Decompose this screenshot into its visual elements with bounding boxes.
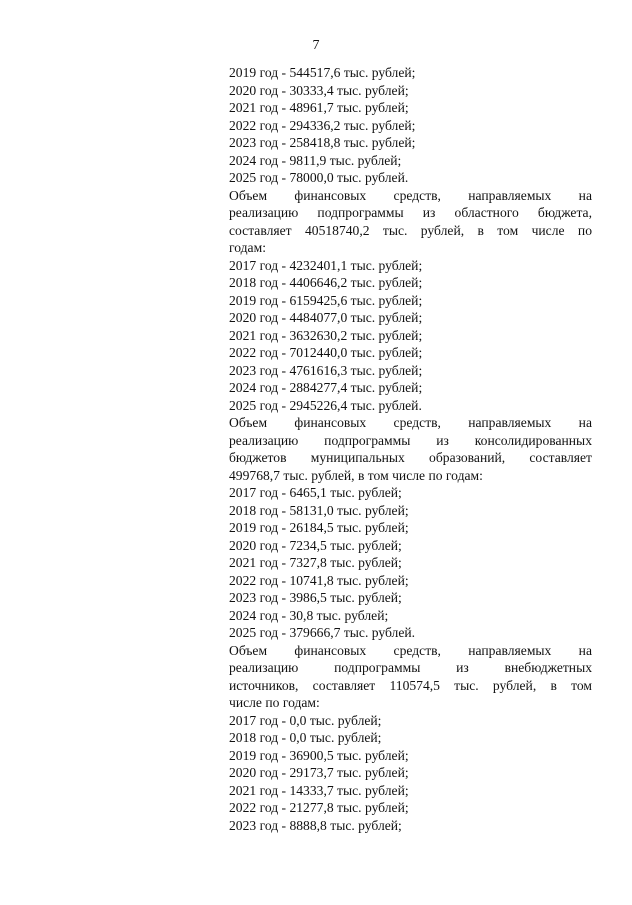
year-amount-list	[229, 484, 592, 642]
paragraph-line: реализацию подпрограммы из областного бюджета,	[229, 205, 592, 220]
page-number: 7	[312, 38, 320, 53]
paragraph-line: годам:	[229, 240, 266, 255]
document-body	[229, 64, 592, 834]
list-item: 2022 год - 10741,8 тыс. рублей;	[229, 572, 409, 588]
paragraph	[229, 414, 592, 484]
year-amount-list	[229, 712, 592, 835]
paragraph-line: составляет 40518740,2 тыс. рублей, в том числе по	[229, 222, 592, 238]
list-item: 2017 год - 6465,1 тыс. рублей;	[229, 485, 402, 500]
paragraph-line: 499768,7 тыс. рублей, в том числе по годам:	[229, 467, 483, 483]
paragraph-line: числе по годам:	[229, 695, 320, 710]
list-item: 2021 год - 14333,7 тыс. рублей;	[229, 782, 409, 798]
paragraph-line: Объем финансовых средств, направляемых на	[229, 415, 592, 430]
list-item: 2019 год - 36900,5 тыс. рублей;	[229, 747, 409, 763]
year-amount-list	[229, 257, 592, 415]
list-item: 2021 год - 7327,8 тыс. рублей;	[229, 555, 402, 570]
list-item: 2019 год - 6159425,6 тыс. рублей;	[229, 292, 423, 308]
paragraph-line: Объем финансовых средств, направляемых на	[229, 187, 592, 203]
list-item: 2020 год - 7234,5 тыс. рублей;	[229, 537, 402, 553]
list-item: 2018 год - 4406646,2 тыс. рублей;	[229, 275, 423, 290]
paragraph-line: Объем финансовых средств, направляемых на	[229, 642, 592, 658]
list-item: 2018 год - 58131,0 тыс. рублей;	[229, 502, 409, 518]
list-item: 2023 год - 258418,8 тыс. рублей;	[229, 135, 416, 150]
list-item: 2024 год - 30,8 тыс. рублей;	[229, 607, 389, 623]
list-item: 2022 год - 294336,2 тыс. рублей;	[229, 117, 416, 133]
paragraph	[229, 187, 592, 257]
list-item: 2017 год - 0,0 тыс. рублей;	[229, 712, 382, 728]
list-item: 2023 год - 3986,5 тыс. рублей;	[229, 590, 402, 605]
list-item: 2019 год - 544517,6 тыс. рублей;	[229, 65, 416, 80]
year-amount-list	[229, 64, 592, 187]
list-item: 2025 год - 78000,0 тыс. рублей.	[229, 170, 409, 185]
list-item: 2022 год - 7012440,0 тыс. рублей;	[229, 345, 423, 360]
paragraph-line: бюджетов муниципальных образований, составляет	[229, 450, 592, 465]
list-item: 2021 год - 3632630,2 тыс. рублей;	[229, 327, 423, 343]
list-item: 2019 год - 26184,5 тыс. рублей;	[229, 520, 409, 535]
list-item: 2017 год - 4232401,1 тыс. рублей;	[229, 257, 423, 273]
list-item: 2020 год - 30333,4 тыс. рублей;	[229, 82, 409, 98]
paragraph-line: источников, составляет 110574,5 тыс. рублей, в том	[229, 677, 592, 693]
list-item: 2025 год - 379666,7 тыс. рублей.	[229, 625, 416, 640]
list-item: 2021 год - 48961,7 тыс. рублей;	[229, 100, 409, 115]
list-item: 2020 год - 4484077,0 тыс. рублей;	[229, 310, 423, 325]
paragraph	[229, 642, 592, 712]
paragraph-line: реализацию подпрограммы из внебюджетных	[229, 660, 592, 675]
list-item: 2025 год - 2945226,4 тыс. рублей.	[229, 397, 422, 413]
list-item: 2018 год - 0,0 тыс. рублей;	[229, 730, 382, 745]
list-item: 2022 год - 21277,8 тыс. рублей;	[229, 800, 409, 815]
list-item: 2023 год - 8888,8 тыс. рублей;	[229, 817, 402, 833]
list-item: 2024 год - 2884277,4 тыс. рублей;	[229, 380, 423, 395]
list-item: 2023 год - 4761616,3 тыс. рублей;	[229, 362, 423, 378]
list-item: 2020 год - 29173,7 тыс. рублей;	[229, 765, 409, 780]
paragraph-line: реализацию подпрограммы из консолидированных	[229, 432, 592, 448]
list-item: 2024 год - 9811,9 тыс. рублей;	[229, 152, 402, 168]
